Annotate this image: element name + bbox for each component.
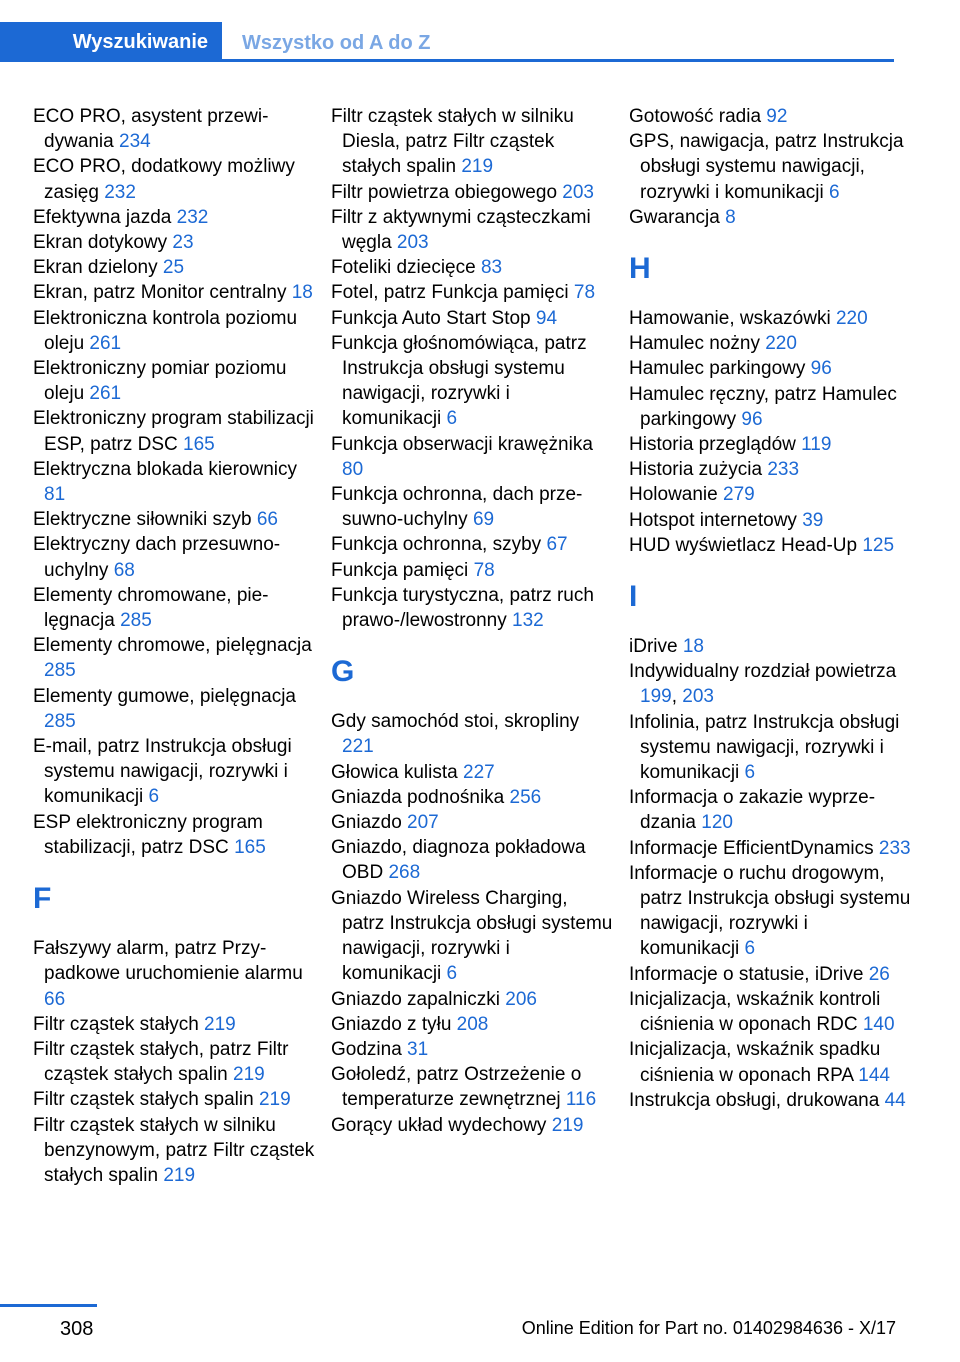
index-entry-text: Gdy samochód stoi, skropliny [331,711,580,733]
index-entry-text: Filtr cząstek stałych w silniku Diesla, patrz Filtr cząstek stałych spalin [331,106,574,178]
page-reference-link[interactable]: 6 [744,762,756,784]
index-entry [629,962,911,987]
index-entry-text: GPS, nawigacja, patrz Instrukcja obsługi systemu nawigacji, rozrywki i komunikacji [629,131,904,203]
page-reference-link[interactable]: 39 [802,509,824,531]
index-entry [33,457,315,507]
page-reference-link[interactable]: 285 [44,710,76,732]
index-entry-text: iDrive [629,636,683,658]
index-entry [33,936,315,1012]
index-entry-text: Gniazdo zapalniczki [331,988,506,1010]
page-reference-link[interactable]: 6 [446,408,458,430]
index-entry [331,1113,613,1138]
index-entry [331,532,613,557]
index-entry [331,1037,613,1062]
page-reference-link[interactable]: 285 [120,610,152,632]
header-divider [0,59,894,62]
section-letter: F [33,882,52,916]
index-entry-text: Indywidualny rozdział powietrza [629,661,897,683]
page-reference-link[interactable]: 256 [509,786,542,808]
index-entry [331,255,613,280]
index-entry-text: Elektryczna blokada kierownicy [33,458,298,480]
page-reference-link[interactable]: 233 [767,459,800,481]
index-entry [629,104,911,129]
index-entry-text: Hamulec ręczny, patrz Hamulec parkingowy [629,383,897,430]
page-number-bar [0,1304,97,1307]
index-entry [33,583,315,633]
index-entry [33,205,315,230]
index-entry-text: HUD wyświetlacz Head-Up [629,534,863,556]
page-reference-link[interactable]: 92 [766,106,788,127]
tab-a-to-z[interactable]: Wszystko od A do Z [242,31,431,54]
index-entry-text: E-mail, patrz Instrukcja obsługi systemu nawigacji, rozrywki i komunikacji [33,736,292,808]
index-entry-text: Historia zużycia [629,459,768,481]
index-entry-text: Elektroniczny pomiar poziomu oleju [33,358,287,405]
index-entry [331,306,613,331]
index-column-2 [331,104,613,1138]
page-reference-link[interactable]: 132 [512,610,544,632]
page-reference-link[interactable]: 203 [562,181,594,203]
page-reference-link[interactable]: 78 [473,559,495,581]
index-entry [629,1088,911,1113]
page-reference-link[interactable]: 8 [725,206,736,228]
index-entry-text: Elementy chromowane, pielęgnacja [33,584,269,632]
index-entry [629,356,911,381]
index-entry [331,432,613,482]
index-entry-text: Funkcja głośnomówiąca, patrz Instrukcja obsługi systemu nawigacji, rozrywki i komunikacji [331,332,587,430]
index-entry-text: Hotspot internetowy [629,509,803,531]
index-entry [33,306,315,356]
page-reference-link[interactable]: 261 [89,383,122,405]
index-entry-text: Gołoledź, patrz Ostrzeżenie o temperaturze zewnętrznej [331,1064,582,1111]
page-reference-link[interactable]: 119 [801,434,832,456]
index-entry [331,1012,613,1037]
page-reference-link[interactable]: 18 [682,636,704,658]
index-entry-text: Funkcja pamięci [331,559,474,581]
page-reference-link[interactable]: 219 [163,1164,196,1186]
index-entry [33,633,315,683]
index-entry-text: ESP elektroniczny program stabilizacji, patrz DSC [33,811,263,858]
index-entry-text: Gorący układ wydechowy [331,1114,552,1136]
index-entry [629,382,911,432]
page-reference-link[interactable]: 6 [148,786,160,808]
index-entry [629,457,911,482]
index-entry-text: Funkcja ochronna, szyby [331,534,547,556]
section-letter: H [629,252,651,286]
page-reference-link[interactable]: 220 [835,308,868,330]
index-entry-text: Hamowanie, wskazówki [629,308,836,330]
page-reference-link[interactable]: 26 [868,963,890,985]
index-entry-text: ECO PRO, asystent przewidywania [33,106,269,153]
index-entry-text: Głowica kulista [331,761,463,783]
index-entry-text: Inicjalizacja, wskaźnik kontroli ciśnienia w oponach RDC [629,988,881,1036]
page-reference-link[interactable]: 83 [480,257,503,279]
index-entry [629,533,911,558]
index-entry-text: Infolinia, patrz Instrukcja obsługi systemu nawigacji, rozrywki i komunikacji [629,711,900,784]
index-entry [33,734,315,810]
index-entry-text: Hamulec parkingowy [629,358,811,380]
index-entry [33,810,315,860]
index-entry [629,205,911,230]
index-entry-text: Gniazdo Wireless Charging, patrz Instrukcja obsługi systemu nawigacji, rozrywki i komunikacji [331,887,613,985]
index-entry-text: Filtr cząstek stałych spalin [33,1089,259,1111]
index-entry [331,104,613,180]
page-reference-link[interactable]: 165 [183,433,215,455]
index-entry [33,356,315,406]
page-reference-link[interactable]: 80 [342,458,364,480]
page-reference-link[interactable]: 66 [256,509,278,531]
index-entry [629,306,911,331]
index-entry [629,1037,911,1087]
page-reference-link[interactable]: 219 [233,1064,265,1086]
page-reference-link[interactable]: 227 [463,761,495,783]
index-entry [33,507,315,532]
index-entry-text: Elementy gumowe, pielęgnacja [33,685,296,707]
page-reference-link[interactable]: 6 [744,938,756,960]
index-entry [33,1037,315,1087]
index-entry-text: Elektryczny dach przesuwno-uchylny [33,534,281,581]
page-reference-link[interactable]: 285 [44,660,76,682]
index-entry [33,1012,315,1037]
index-entry-text: Elektroniczna kontrola poziomu oleju [33,307,298,354]
index-entry-text: Elektryczne siłowniki szyb [33,509,257,531]
edition-footer: Online Edition for Part no. 01402984636 - X/17 [521,1318,896,1338]
index-entry [331,886,613,987]
index-entry [331,835,613,885]
page-reference-link[interactable]: 140 [862,1014,895,1036]
index-entry [331,785,613,810]
page-reference-link[interactable]: 68 [113,559,135,581]
index-entry [629,508,911,533]
page-reference-link[interactable]: 66 [44,988,66,1010]
page-reference-link[interactable]: 25 [162,257,185,279]
page-reference-link[interactable]: 268 [388,862,421,884]
tab-search[interactable]: Wyszukiwanie [0,22,222,62]
index-entry-text: Funkcja obserwacji krawężnika [331,433,593,455]
page-reference-link[interactable]: 219 [204,1013,236,1035]
index-entry-text: Gniazdo z tyłu [331,1013,457,1035]
index-entry [331,558,613,583]
page-reference-link[interactable]: 221 [342,736,374,758]
page-reference-link[interactable]: 116 [565,1089,597,1111]
page-reference-link[interactable]: 78 [573,282,596,304]
index-entry [629,710,911,786]
index-entry-text: Informacje o ruchu drogowym, patrz Instrukcja obsługi systemu nawigacji, rozrywki i komunikacji [629,862,911,960]
index-entry-text: Gniazdo [331,812,408,834]
index-entry-text: Elementy chromowe, pielęgnacja [33,635,312,657]
page-reference-link[interactable]: 234 [119,131,151,153]
page-reference-link[interactable]: 219 [461,156,494,178]
index-entry-text: Filtr cząstek stałych [33,1013,205,1035]
index-entry [331,810,613,835]
index-entry [629,432,911,457]
index-entry-text: ECO PRO, dodatkowy możliwy zasięg [33,156,295,203]
page-reference-link[interactable]: 220 [765,333,797,355]
index-entry-text: Funkcja turystyczna, patrz ruch prawo-/lewostronny [331,584,594,632]
index-entry-text: Instrukcja obsługi, drukowana [629,1089,885,1111]
index-entry-text: Ekran dzielony [33,257,163,279]
page-reference-link[interactable]: 94 [535,307,558,329]
index-entry [331,180,613,205]
index-entry [331,760,613,785]
index-entry [331,280,613,305]
index-entry [629,129,911,205]
index-entry [331,987,613,1012]
index-entry-text: Ekran dotykowy [33,232,173,254]
page-reference-link[interactable]: 96 [810,358,832,380]
page-reference-link[interactable]: 279 [723,484,755,506]
page-reference-link[interactable]: 23 [172,232,194,254]
index-entry [629,861,911,962]
index-entry-text: Elektroniczny program stabilizacji ESP, patrz DSC [33,408,314,455]
index-entry-text: Godzina [331,1038,408,1060]
page-number: 308 [60,1318,94,1340]
index-entry [629,785,911,835]
index-entry-text: Holowanie [629,484,723,506]
index-entry [33,1087,315,1112]
header-bar [0,0,960,62]
index-entry-text: Filtr cząstek stałych w silniku benzynowym, patrz Filtr cząstek stałych spalin [33,1114,315,1186]
index-entry-text: Filtr cząstek stałych, patrz Filtr cząstek stałych spalin [33,1038,289,1086]
index-entry [331,709,613,759]
page-reference-link[interactable]: 219 [551,1114,584,1136]
index-column-3 [629,104,911,1113]
index-entry [629,836,911,861]
page-reference-link[interactable]: 144 [858,1064,890,1086]
index-entry-text: Gniazdo, diagnoza pokładowa OBD [331,837,586,884]
index-entry-text: Fotel, patrz Funkcja pamięci [331,282,574,304]
page-reference-link[interactable]: 6 [446,963,458,985]
index-entry-text: Foteliki dziecięce [331,257,481,279]
index-entry-text: Filtr powietrza obiegowego [331,181,563,203]
page-reference-link[interactable]: 232 [176,206,209,228]
page-reference-link[interactable]: 261 [89,332,122,354]
index-entry [33,406,315,456]
page-reference-link[interactable]: 207 [407,812,439,834]
index-entry-text: Hamulec nożny [629,333,766,355]
index-entry [331,583,613,633]
page-reference-link[interactable]: 67 [546,534,568,556]
index-entry-text: Filtr z aktywnymi cząsteczkami węgla [331,206,591,254]
index-entry-text: Gwarancja [629,206,726,228]
index-entry [33,154,315,204]
index-entry-text: Gniazda podnośnika [331,786,510,808]
index-entry-text: Funkcja Auto Start Stop [331,307,536,329]
index-column-1 [33,104,315,1188]
page-reference-link[interactable]: 165 [234,836,266,858]
page-reference-link[interactable]: 81 [44,484,66,506]
page-reference-link[interactable]: 203 [396,232,429,254]
index-entry [33,255,315,280]
index-entry [331,1062,613,1112]
page-reference-link[interactable]: 219 [258,1089,291,1111]
index-entry [331,331,613,432]
page-reference-link[interactable]: 232 [104,181,136,203]
index-entry-text: Gotowość radia [629,106,767,127]
index-entry-text: Historia przeglądów [629,434,802,456]
index-entry [33,1113,315,1189]
page-reference-link[interactable]: 6 [828,181,840,203]
page-reference-link[interactable]: 199 [640,686,672,708]
page-reference-link[interactable]: 44 [884,1089,906,1111]
page-reference-link[interactable]: 120 [701,812,733,834]
index-entry-text: Ekran, patrz Monitor centralny [33,282,292,304]
index-entry [629,482,911,507]
page-reference-link[interactable]: 206 [505,988,537,1010]
index-entry [629,987,911,1037]
page-reference-link[interactable]: 208 [456,1013,489,1035]
index-entry [629,634,911,659]
index-entry: Indywidualny rozdział powietrza 199, 203 [629,661,897,708]
index-entry-text: Informacja o zakazie wyprzedzania [629,787,876,834]
index-entry-text: Inicjalizacja, wskaźnik spadku ciśnienia w oponach RPA [629,1039,881,1086]
index-entry-text: Fałszywy alarm, patrz Przypadkowe uruchomienie alarmu [33,938,303,985]
index-entry [629,331,911,356]
page-reference-link[interactable]: 18 [291,282,313,304]
index-entry-text: Efektywna jazda [33,206,177,228]
index-entry [33,104,315,154]
index-entry [33,280,315,305]
page-reference-link[interactable]: 233 [878,837,911,859]
index-entry-text: Informacje EfficientDynamics [629,837,879,859]
index-entry [331,205,613,255]
index-entry [33,532,315,582]
index-entry-text: Funkcja ochronna, dach przesuwno-uchylny [331,484,583,531]
page-reference-link[interactable]: 31 [407,1038,429,1060]
section-letter: I [629,580,638,614]
page-reference-link[interactable]: 96 [741,408,763,430]
index-entry [331,482,613,532]
page-reference-link[interactable]: 69 [472,509,495,531]
index-entry [33,684,315,734]
page-reference-link[interactable]: 125 [862,534,895,556]
section-letter: G [331,655,355,689]
index-entry-text: Informacje o statusie, iDrive [629,963,869,985]
page-reference-link[interactable]: 203 [682,686,714,708]
index-entry [33,230,315,255]
